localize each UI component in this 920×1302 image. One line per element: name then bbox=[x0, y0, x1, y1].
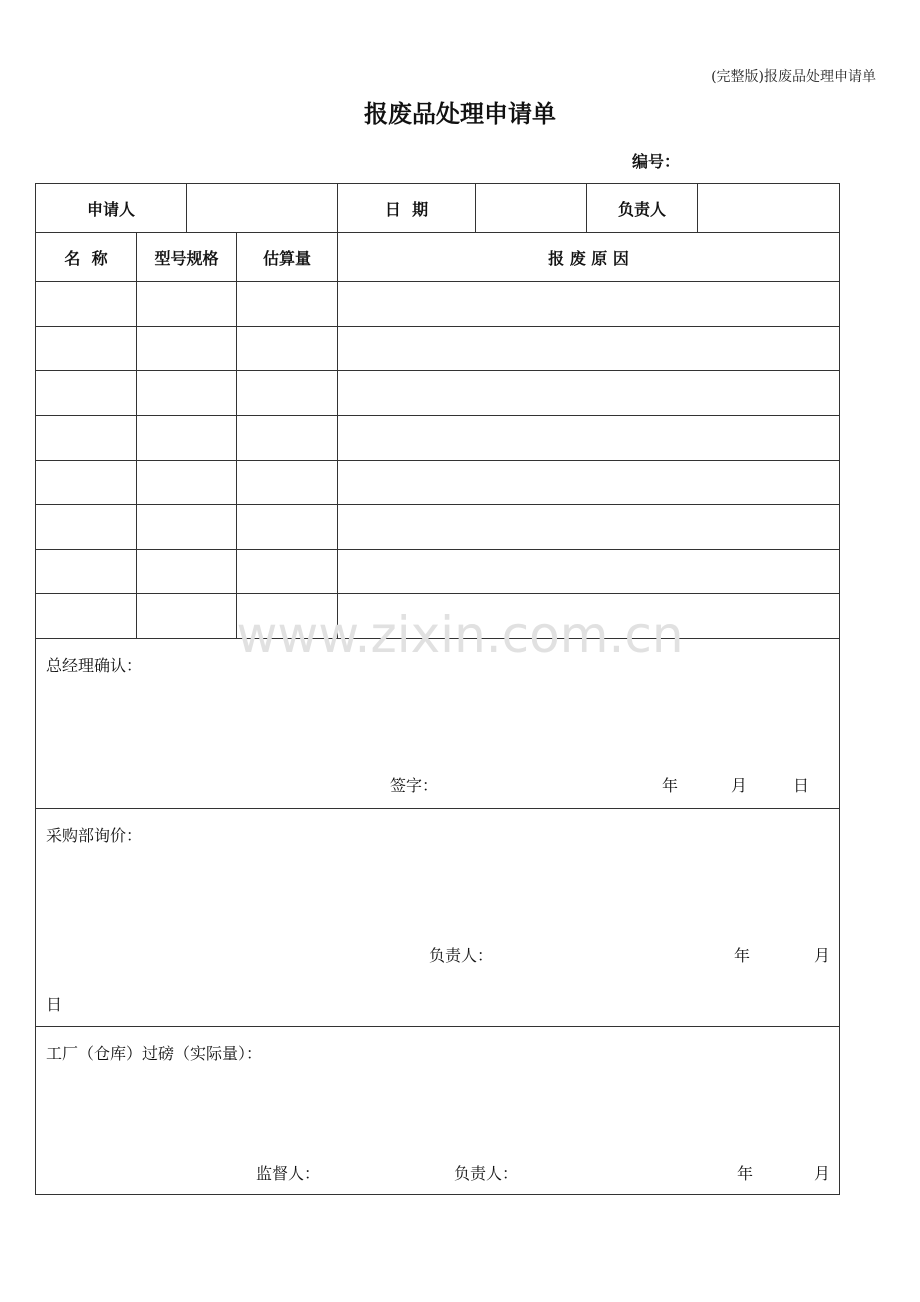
applicant-label: 申请人 bbox=[36, 184, 187, 232]
name-cell[interactable] bbox=[36, 416, 137, 460]
applicant-field[interactable] bbox=[187, 184, 338, 232]
purchase-manager-label: 负责人： bbox=[429, 946, 494, 965]
column-header-name: 名 称 bbox=[36, 233, 137, 281]
table-row bbox=[36, 282, 839, 327]
month-label: 月 bbox=[731, 776, 748, 795]
table-row bbox=[36, 327, 839, 371]
year-label: 年 bbox=[662, 776, 679, 795]
reason-cell[interactable] bbox=[338, 282, 839, 326]
factory-weighing-section[interactable] bbox=[36, 1027, 839, 1194]
serial-number-label: 编号： bbox=[632, 152, 681, 171]
purchase-quote-label: 采购部询价： bbox=[46, 826, 143, 845]
date-field[interactable] bbox=[476, 184, 587, 232]
factory-weighing-label: 工厂（仓库）过磅（实际量）： bbox=[46, 1044, 263, 1063]
manager-label: 负责人 bbox=[587, 184, 698, 232]
reason-cell[interactable] bbox=[338, 550, 839, 593]
model-cell[interactable] bbox=[137, 594, 237, 638]
month-label: 月 bbox=[814, 946, 831, 965]
reason-cell[interactable] bbox=[338, 416, 839, 460]
application-form bbox=[35, 183, 840, 1195]
reason-cell[interactable] bbox=[338, 461, 839, 504]
column-header-estimate: 估算量 bbox=[237, 233, 338, 281]
supervisor-label: 监督人： bbox=[256, 1164, 321, 1183]
reason-cell[interactable] bbox=[338, 371, 839, 415]
model-cell[interactable] bbox=[137, 371, 237, 415]
day-label: 日 bbox=[46, 995, 63, 1014]
column-header-row bbox=[36, 233, 839, 282]
year-label: 年 bbox=[737, 1164, 754, 1183]
model-cell[interactable] bbox=[137, 461, 237, 504]
watermark: www.zixin.com.cn bbox=[236, 606, 684, 664]
name-cell[interactable] bbox=[36, 282, 137, 326]
table-row bbox=[36, 416, 839, 461]
estimate-cell[interactable] bbox=[237, 461, 338, 504]
factory-manager-label: 负责人： bbox=[454, 1164, 519, 1183]
name-cell[interactable] bbox=[36, 461, 137, 504]
header-note: (完整版)报废品处理申请单 bbox=[711, 69, 876, 85]
reason-cell[interactable] bbox=[338, 594, 839, 638]
estimate-cell[interactable] bbox=[237, 371, 338, 415]
year-label: 年 bbox=[734, 946, 751, 965]
model-cell[interactable] bbox=[137, 505, 237, 549]
model-cell[interactable] bbox=[137, 416, 237, 460]
name-cell[interactable] bbox=[36, 505, 137, 549]
page-title: 报废品处理申请单 bbox=[364, 100, 556, 128]
gm-confirmation-section[interactable] bbox=[36, 639, 839, 809]
reason-cell[interactable] bbox=[338, 505, 839, 549]
table-row bbox=[36, 371, 839, 416]
table-row bbox=[36, 505, 839, 550]
estimate-cell[interactable] bbox=[237, 550, 338, 593]
column-header-model: 型号规格 bbox=[137, 233, 237, 281]
day-label: 日 bbox=[793, 776, 810, 795]
estimate-cell[interactable] bbox=[237, 505, 338, 549]
purchase-quote-section[interactable] bbox=[36, 809, 839, 1027]
table-row bbox=[36, 461, 839, 505]
model-cell[interactable] bbox=[137, 550, 237, 593]
name-cell[interactable] bbox=[36, 594, 137, 638]
name-cell[interactable] bbox=[36, 371, 137, 415]
estimate-cell[interactable] bbox=[237, 282, 338, 326]
table-row bbox=[36, 594, 839, 639]
signature-label: 签字： bbox=[390, 776, 439, 795]
date-label: 日 期 bbox=[338, 184, 476, 232]
name-cell[interactable] bbox=[36, 327, 137, 370]
applicant-row bbox=[36, 184, 839, 233]
estimate-cell[interactable] bbox=[237, 327, 338, 370]
name-cell[interactable] bbox=[36, 550, 137, 593]
table-row bbox=[36, 550, 839, 594]
reason-cell[interactable] bbox=[338, 327, 839, 370]
estimate-cell[interactable] bbox=[237, 594, 338, 638]
month-label: 月 bbox=[814, 1164, 831, 1183]
estimate-cell[interactable] bbox=[237, 416, 338, 460]
column-header-reason: 报 废 原 因 bbox=[548, 248, 629, 268]
manager-field[interactable] bbox=[698, 184, 839, 232]
gm-confirmation-label: 总经理确认： bbox=[46, 656, 143, 675]
model-cell[interactable] bbox=[137, 282, 237, 326]
model-cell[interactable] bbox=[137, 327, 237, 370]
